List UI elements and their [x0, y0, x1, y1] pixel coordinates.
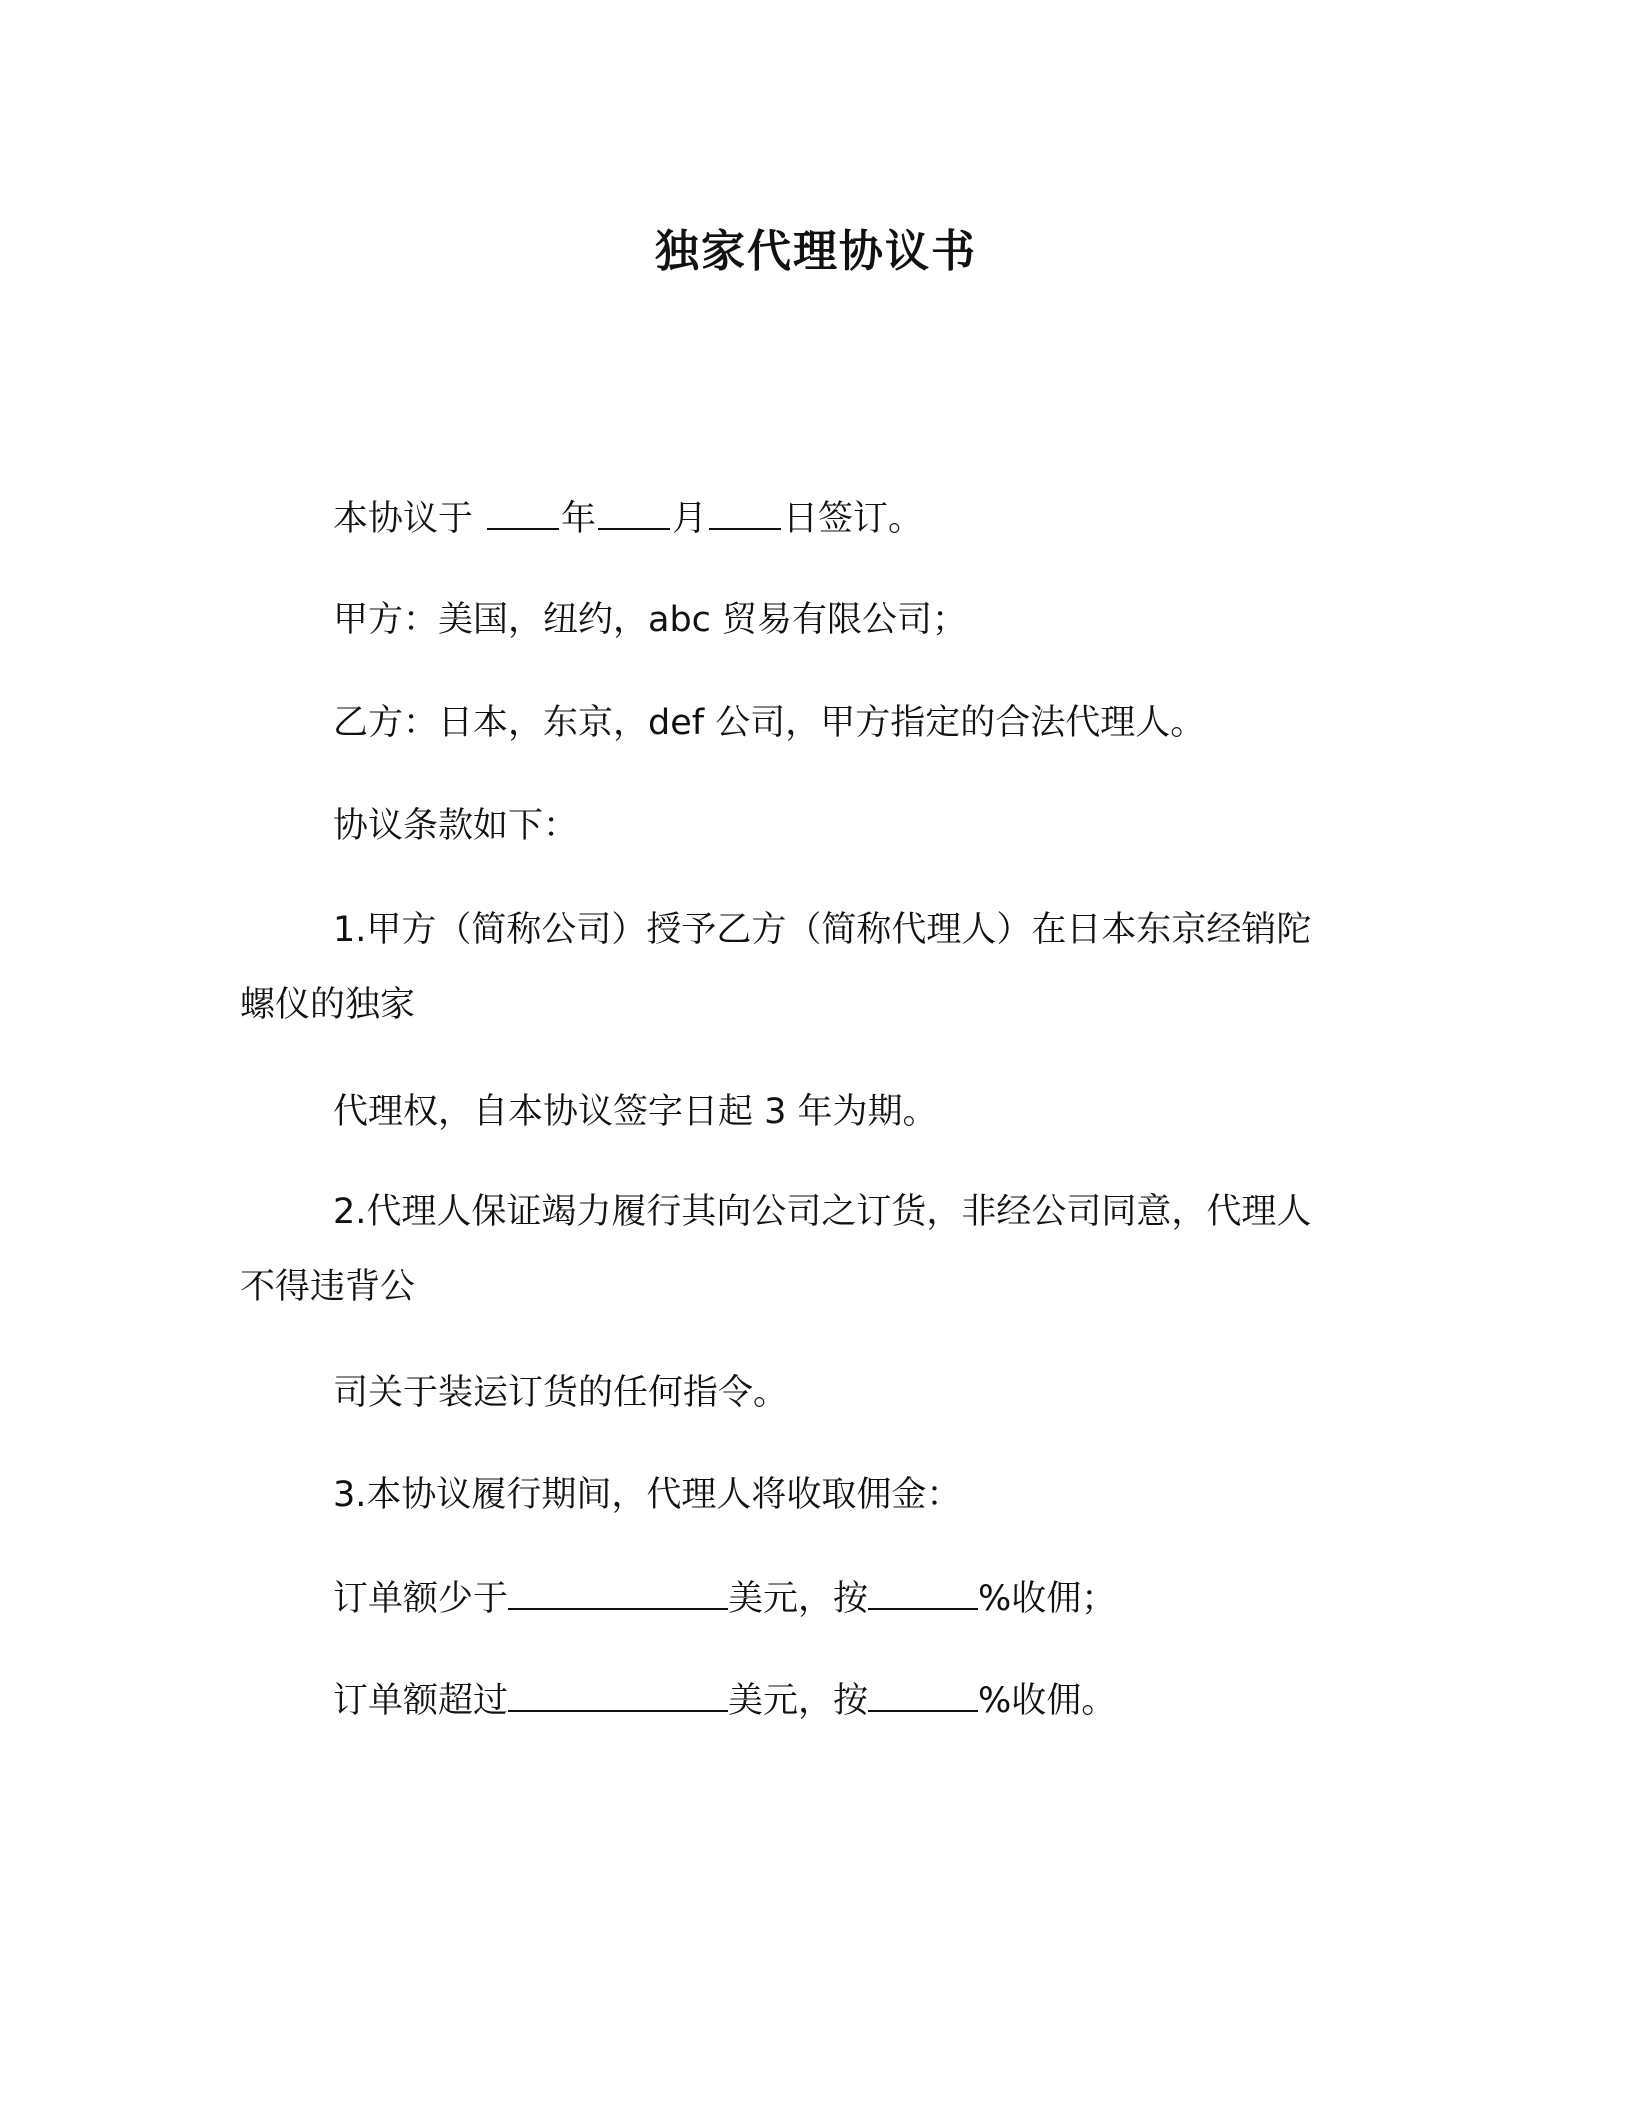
commission-above-line [333, 1674, 1116, 1726]
party-b-line: 乙方：日本，东京，def 公司，甲方指定的合法代理人。 [333, 703, 1206, 743]
day-suffix: 日签订。 [783, 499, 924, 539]
commission-above-currency: 美元，按 [728, 1681, 869, 1721]
rate-below-blank[interactable] [868, 1572, 978, 1610]
terms-intro: 协议条款如下： [333, 806, 579, 846]
signing-prefix: 本协议于 [333, 499, 474, 539]
rate-above-blank[interactable] [868, 1674, 978, 1712]
commission-below-suffix: %收佣； [978, 1579, 1117, 1619]
year-blank[interactable] [487, 492, 559, 530]
signing-date-line [333, 492, 923, 544]
clause-1-line-2: 螺仪的独家 [240, 985, 416, 1025]
commission-below-line [333, 1572, 1116, 1624]
day-blank[interactable] [709, 492, 781, 530]
commission-below-prefix: 订单额少于 [333, 1579, 509, 1619]
amount-above-blank[interactable] [508, 1674, 728, 1712]
commission-below-currency: 美元，按 [728, 1579, 869, 1619]
month-blank[interactable] [598, 492, 670, 530]
year-label: 年 [561, 499, 597, 539]
clause-1-line-1: 1.甲方（简称公司）授予乙方（简称代理人）在日本东京经销陀 [333, 910, 1312, 950]
month-label: 月 [672, 499, 708, 539]
clause-2-line-3: 司关于装运订货的任何指令。 [333, 1373, 789, 1413]
amount-below-blank[interactable] [508, 1572, 728, 1610]
commission-above-suffix: %收佣。 [978, 1681, 1117, 1721]
clause-2-line-2: 不得违背公 [240, 1267, 416, 1307]
clause-3-line-1: 3.本协议履行期间，代理人将收取佣金： [333, 1475, 962, 1515]
document-title: 独家代理协议书 [655, 226, 977, 277]
commission-above-prefix: 订单额超过 [333, 1681, 509, 1721]
party-a-line: 甲方：美国，纽约，abc 贸易有限公司； [333, 600, 968, 640]
clause-2-line-1: 2.代理人保证竭力履行其向公司之订货，非经公司同意，代理人 [333, 1192, 1312, 1232]
clause-1-line-3: 代理权，自本协议签字日起 3 年为期。 [333, 1092, 938, 1132]
